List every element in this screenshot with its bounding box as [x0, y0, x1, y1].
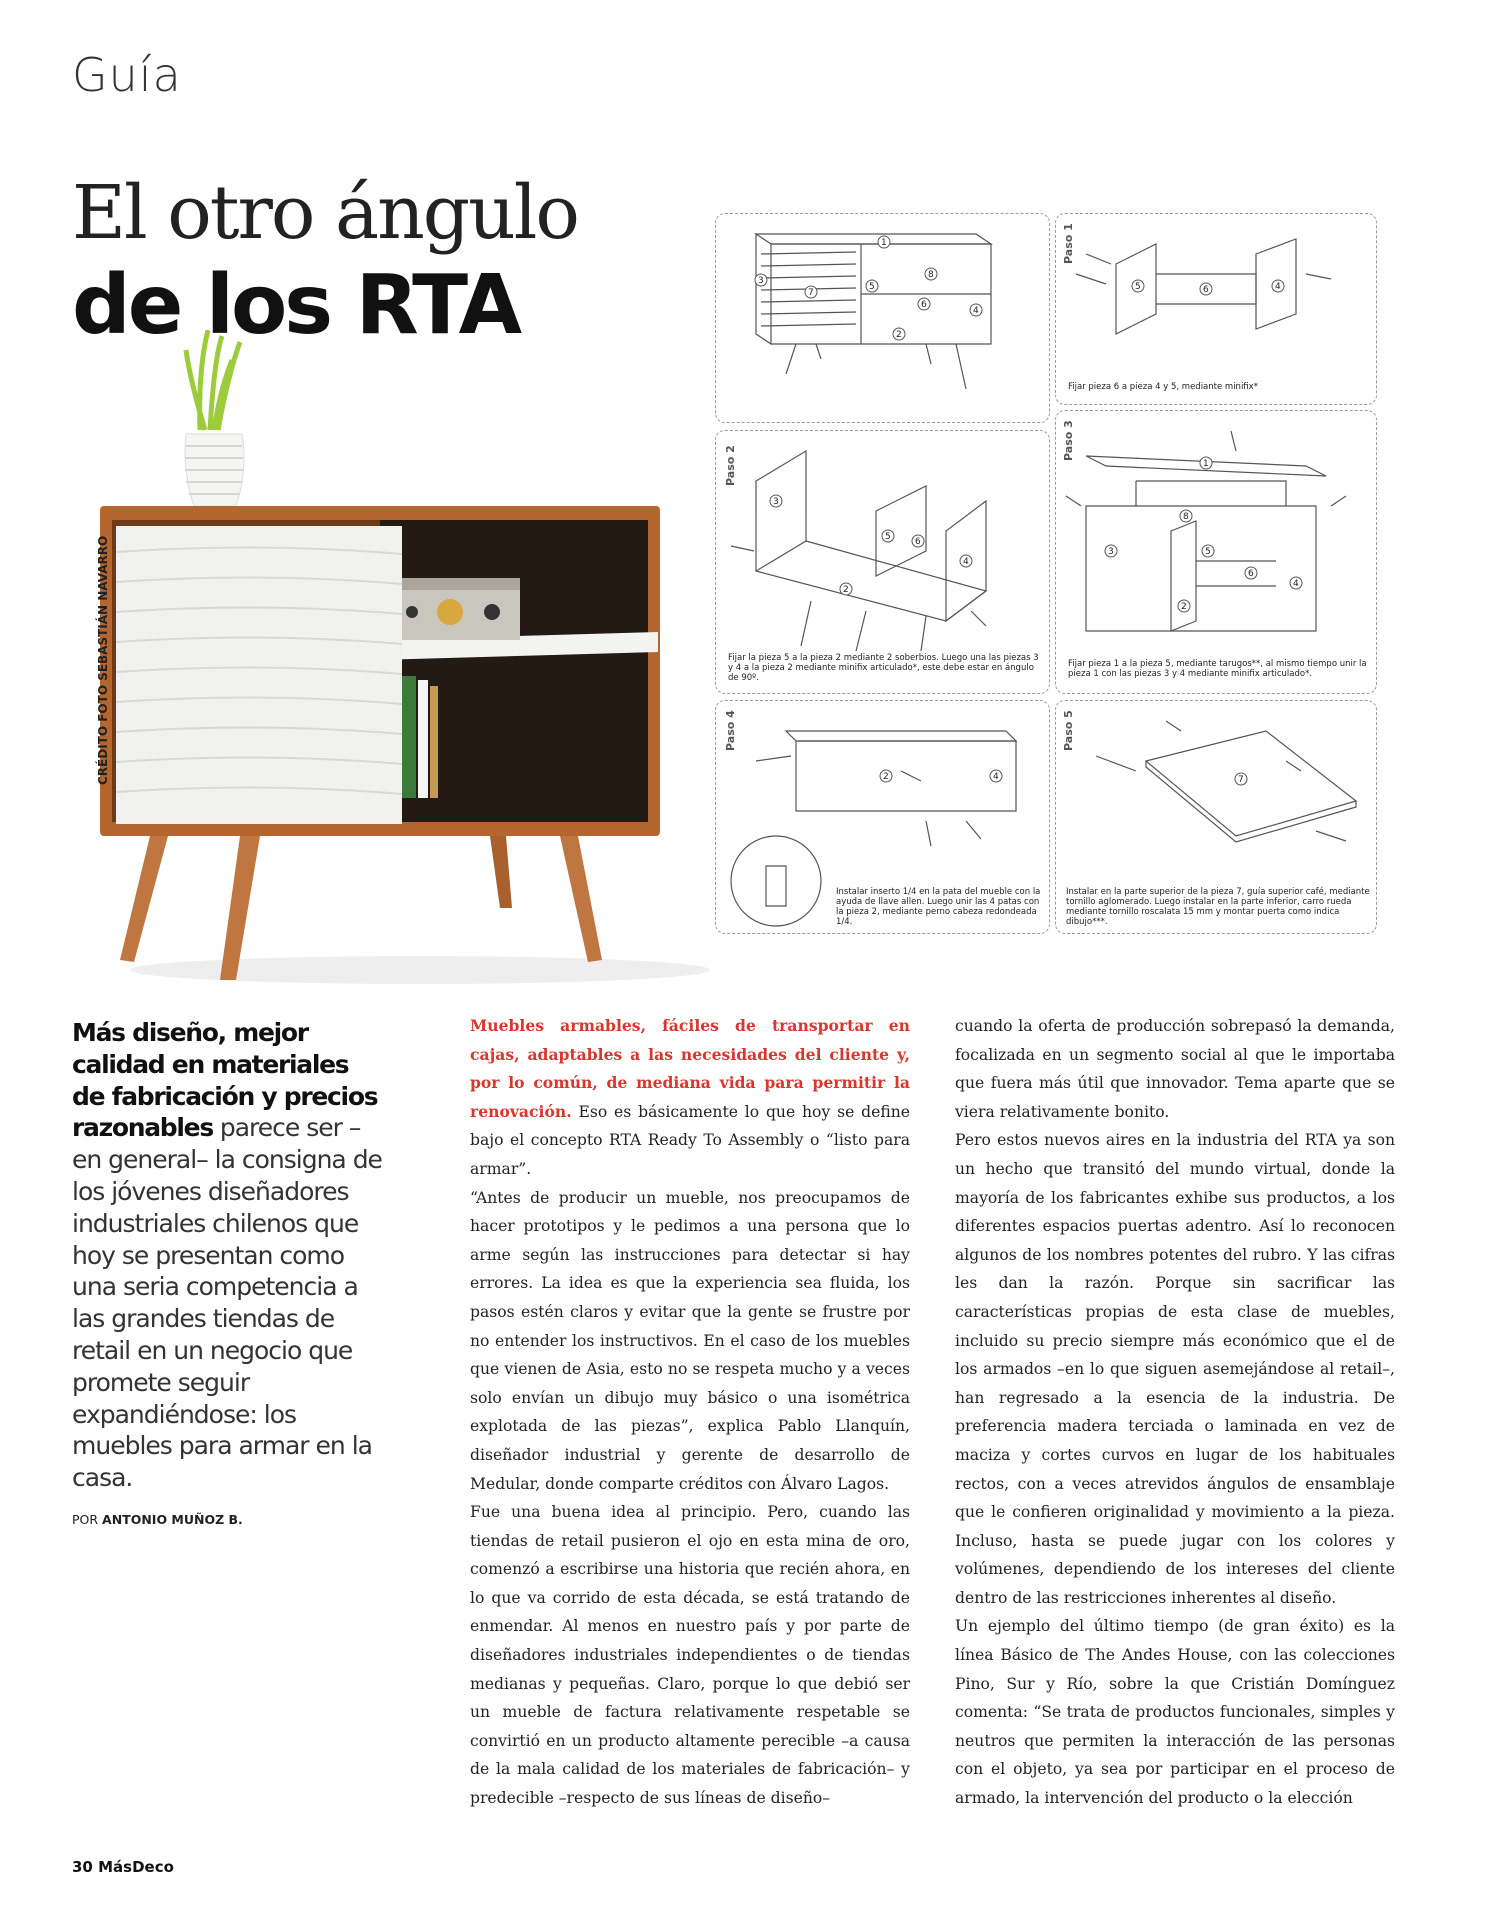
svg-text:2: 2 [1181, 602, 1187, 612]
body-paragraph: Pero estos nuevos aires en la industria del RTA ya son un hecho que transitó del mundo virtual, donde la mayoría de los fabricantes exhibe sus productos, a los diferentes espacios puertas adentro. Así lo reconocen algunos de los nombres potentes del rubro. Y las cifras les dan la razón. Porque sin sacrificar las características propias de esta clase de muebles, incluido su precio siempre más económico que el de los armados –en lo que siguen asemejándose al retail–, han regresado a la esencia de la industria. De preferencia madera terciada o laminada en vez de maciza y cortes curvos en lugar de los habituales rectos, con a veces atrevidos ángulos de ensamblaje que le confieren originalidad y movimiento a la pieza. Incluso, hasta se puede jugar con los colores y volúmenes, dependiendo de los intereses del cliente dentro de las restricciones inherentes al diseño. [955, 1131, 1395, 1607]
step-caption: Fijar pieza 6 a pieza 4 y 5, mediante minifix* [1068, 382, 1258, 392]
page-footer [72, 1858, 174, 1876]
svg-text:5: 5 [1205, 547, 1211, 557]
furniture-photo [90, 330, 710, 990]
svg-text:7: 7 [1238, 775, 1244, 785]
svg-text:6: 6 [1248, 569, 1254, 579]
svg-text:4: 4 [1275, 282, 1281, 292]
byline: POR ANTONIO MUÑOZ B. [72, 1512, 243, 1527]
diagram-panel-step-2 [715, 430, 1050, 694]
body-paragraph: “Antes de producir un mueble, nos preocupamos de hacer prototipos y le pedimos a una persona que lo arme según las instrucciones para detectar si hay errores. La idea es que la experiencia sea fluida, los pasos estén claros y evitar que la gente se frustre por no entender los instructivos. En el caso de los muebles que vienen de Asia, esto no se respeta mucho y a veces solo envían un dibujo muy básico o una isométrica explotada de las piezas”, explica Pablo Llanquín, diseñador industrial y gerente de desarrollo de Medular, donde comparte créditos con Álvaro Lagos. [470, 1188, 910, 1493]
diagram-panel-step-4 [715, 700, 1050, 934]
plant-pot-illustration [185, 330, 244, 506]
step-label: Paso 5 [1062, 710, 1075, 751]
page-number: 30 [72, 1858, 93, 1876]
body-column-2 [955, 1012, 1395, 1813]
svg-text:3: 3 [1108, 547, 1114, 557]
step-caption: Instalar inserto 1/4 en la pata del mueble con la ayuda de llave allen. Luego unir las 4 patas con la pieza 2, mediante perno cabeza redondeada 1/4. [836, 887, 1041, 927]
svg-text:4: 4 [963, 557, 969, 567]
svg-text:5: 5 [1135, 282, 1141, 292]
svg-text:2: 2 [896, 330, 902, 340]
svg-text:4: 4 [993, 772, 999, 782]
svg-text:5: 5 [885, 532, 891, 542]
title-line-1: El otro ángulo [72, 170, 578, 256]
lead-paragraph [72, 1017, 382, 1494]
svg-text:6: 6 [915, 537, 921, 547]
svg-text:8: 8 [1183, 512, 1189, 522]
section-label: Guía [72, 48, 182, 102]
photo-credit: CRÉDITO FOTO SEBASTIÁN NAVARRO [96, 535, 110, 785]
svg-text:4: 4 [973, 306, 979, 316]
svg-text:1: 1 [1203, 459, 1209, 469]
svg-text:5: 5 [869, 282, 875, 292]
diagram-panel-step-3 [1055, 410, 1377, 694]
step-label: Paso 1 [1062, 223, 1075, 264]
body-paragraph: Fue una buena idea al principio. Pero, cuando las tiendas de retail pusieron el ojo en esta mina de oro, comenzó a escribirse una historia que recién ahora, en lo que va corrido de esta década, se está tratando de enmendar. Al menos en nuestro país y por parte de diseñadores industriales independientes o de tiendas medianas y pequeñas. Claro, porque lo que debió ser un mueble de factura relativamente respetable se convirtió en un producto altamente perecible –a causa de la mala calidad de los materiales de fabricación– y predecible –respecto de sus líneas de diseño– [470, 1503, 910, 1808]
svg-text:3: 3 [773, 497, 779, 507]
step-caption: Fijar la pieza 5 a la pieza 2 mediante 2 soberbios. Luego una las piezas 3 y 4 a la pieza 2 mediante minifix articulado*, este debe estar en ángulo de 90º. [728, 653, 1039, 683]
svg-text:6: 6 [921, 300, 927, 310]
svg-text:7: 7 [808, 288, 814, 298]
step-label: Paso 3 [1062, 420, 1075, 461]
intro-paragraph: Muebles armables, fáciles de transportar en cajas, adaptables a las necesidades del cliente y, por lo común, de mediana vida para permitir la renovación. Eso es básicamente lo que hoy se define bajo el concepto RTA Ready To Assembly o “listo para armar”. [470, 1016, 910, 1178]
step-label: Paso 4 [724, 710, 737, 751]
svg-text:6: 6 [1203, 285, 1209, 295]
body-paragraph: Un ejemplo del último tiempo (de gran éxito) es la línea Básico de The Andes House, con las colecciones Pino, Sur y Río, sobre la que Cristián Domínguez comenta: “Se trata de productos funcionales, simples y neutros que permiten la interacción de las personas con el objeto, ya sea por participar en el proceso de armado, la intervención del producto o la elección [955, 1617, 1395, 1808]
step-caption: Fijar pieza 1 a la pieza 5, mediante tarugos**, al mismo tiempo unir la pieza 1 con las piezas 3 y 4 mediante minifix articulado*. [1068, 659, 1367, 679]
title-line-2: de los RTA [72, 258, 520, 353]
body-column-1 [470, 1012, 910, 1813]
author-name: ANTONIO MUÑOZ B. [102, 1512, 243, 1527]
step-label: Paso 2 [724, 445, 737, 486]
svg-text:3: 3 [758, 276, 764, 286]
diagram-panel-overview [715, 213, 1050, 423]
assembly-diagram [710, 205, 1380, 935]
body-paragraph: cuando la oferta de producción sobrepasó la demanda, focalizada en un segmento social al que le importaba que fuera más útil que innovador. Tema aparte que se viera relativamente bonito. [955, 1017, 1395, 1121]
intro-highlight: Muebles armables, fáciles de transportar en cajas, adaptables a las necesidades del cliente y, por lo común, de mediana vida para permitir la renovación. [470, 1016, 910, 1121]
svg-text:8: 8 [928, 270, 934, 280]
diagram-panel-step-1 [1055, 213, 1377, 405]
svg-text:2: 2 [883, 772, 889, 782]
lead-light: parece ser –en general– la consigna de los jóvenes diseñadores industriales chilenos que hoy se presentan como una seria competencia a las grandes tiendas de retail en un negocio que promete seguir expandiéndose: los muebles para armar en la casa. [72, 1113, 382, 1493]
svg-text:1: 1 [881, 238, 887, 248]
svg-text:4: 4 [1293, 579, 1299, 589]
step-caption: Instalar en la parte superior de la pieza 7, guía superior café, mediante tornillo aglomerado. Luego instalar en la parte inferior, carro rueda mediante tornillo roscalata 15 mm y montar puerta como indica dibujo***. [1066, 887, 1370, 927]
magazine-name: MásDeco [98, 1858, 174, 1876]
lead-bold: Más diseño, mejor calidad en materiales de fabricación y precios razonables [72, 1018, 378, 1143]
diagram-panel-step-5 [1055, 700, 1377, 934]
svg-text:2: 2 [843, 585, 849, 595]
